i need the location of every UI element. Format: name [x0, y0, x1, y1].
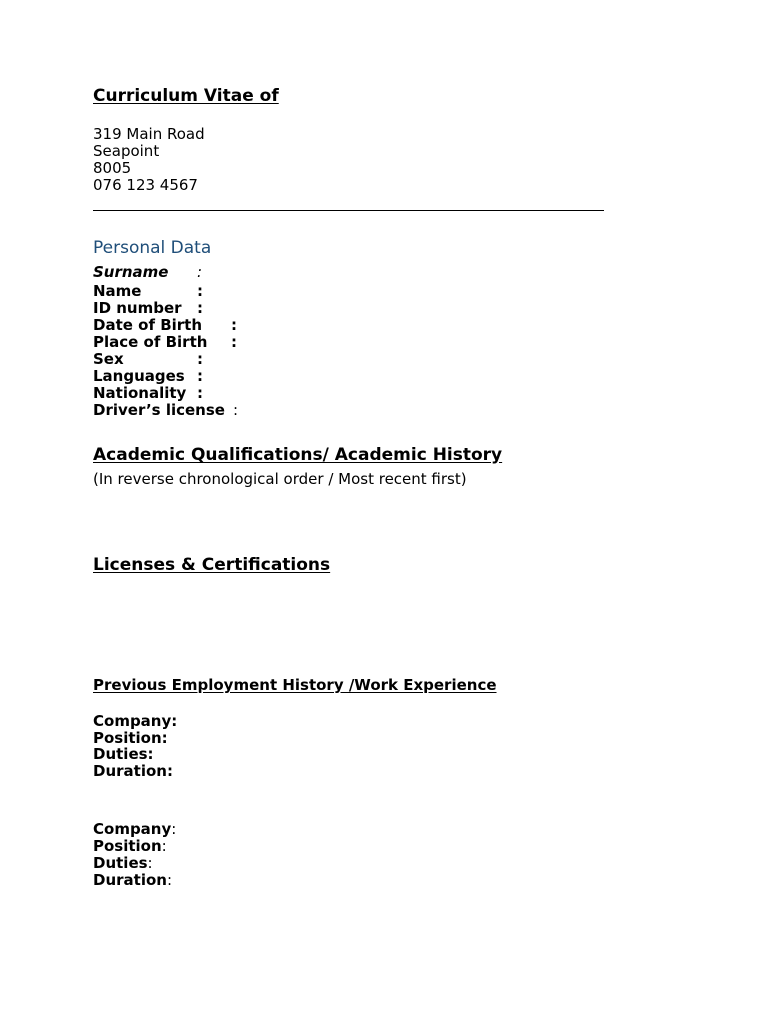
job2-duties-label: Duties	[93, 854, 148, 872]
address-line-phone: 076 123 4567	[93, 176, 198, 194]
job1-company-label: Company:	[93, 712, 178, 730]
field-label-languages: Languages	[93, 367, 185, 385]
job1-duration-label: Duration:	[93, 762, 173, 780]
academic-heading: Academic Qualifications/ Academic History	[93, 445, 503, 465]
field-colon-id-number: :	[197, 299, 203, 317]
licenses-heading: Licenses & Certifications	[93, 555, 331, 575]
job2-position-colon: :	[161, 837, 167, 855]
job2-duties-row	[93, 854, 153, 872]
job2-duration-colon: :	[166, 871, 173, 889]
field-label-nationality: Nationality	[93, 384, 187, 402]
field-colon-name: :	[197, 282, 203, 300]
personal-data-heading: Personal Data	[93, 238, 212, 258]
address-line-suburb: Seapoint	[93, 142, 160, 160]
field-label-surname: Surname	[93, 263, 169, 281]
job2-duration-row	[93, 871, 172, 889]
employment-heading: Previous Employment History /Work Experience	[93, 676, 497, 694]
job2-company-row	[93, 820, 176, 838]
address-line-street: 319 Main Road	[93, 125, 205, 143]
address-line-postcode: 8005	[93, 159, 132, 177]
job2-company-colon: :	[171, 820, 177, 838]
field-colon-surname: :	[197, 263, 203, 281]
field-colon-nationality: :	[197, 384, 203, 402]
horizontal-divider	[93, 210, 604, 211]
job2-company-label: Company	[93, 820, 172, 838]
field-label-drivers-license: Driver’s license	[93, 401, 225, 419]
field-colon-date-of-birth: :	[231, 316, 237, 334]
job2-position-label: Position	[93, 837, 162, 855]
job2-duties-colon: :	[147, 854, 153, 872]
field-label-name: Name	[93, 282, 142, 300]
job1-duties-label: Duties:	[93, 745, 154, 763]
field-colon-place-of-birth: :	[231, 333, 237, 351]
field-colon-drivers-license: :	[233, 401, 239, 419]
field-label-sex: Sex	[93, 350, 124, 368]
field-label-date-of-birth: Date of Birth	[93, 316, 203, 334]
job2-position-row	[93, 837, 167, 855]
field-label-id-number: ID number	[93, 299, 182, 317]
field-colon-languages: :	[197, 367, 203, 385]
field-label-place-of-birth: Place of Birth	[93, 333, 208, 351]
job2-duration-label: Duration	[93, 871, 167, 889]
academic-note: (In reverse chronological order / Most recent first)	[93, 470, 467, 488]
job1-position-label: Position:	[93, 729, 168, 747]
field-colon-sex: :	[197, 350, 203, 368]
cv-title: Curriculum Vitae of	[93, 86, 279, 106]
